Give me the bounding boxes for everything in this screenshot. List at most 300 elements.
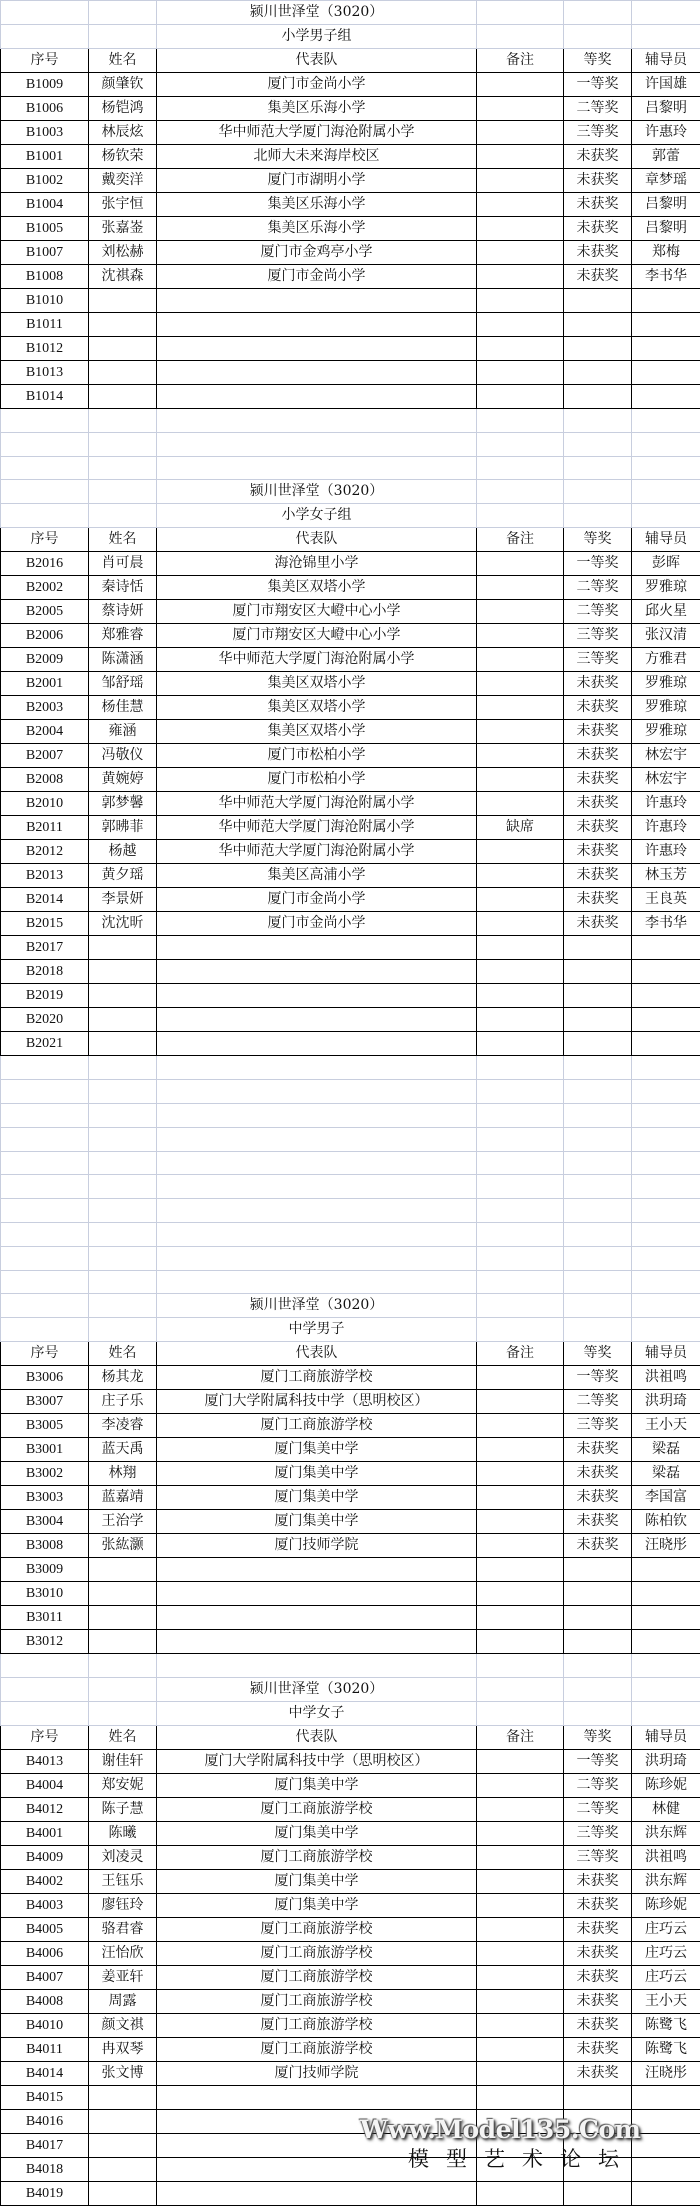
- empty-cell[interactable]: [564, 456, 632, 480]
- cell-id[interactable]: B2007: [1, 744, 89, 768]
- empty-cell[interactable]: [157, 1080, 477, 1104]
- cell-id[interactable]: B4004: [1, 1774, 89, 1798]
- cell-name[interactable]: [89, 385, 157, 409]
- cell-award[interactable]: 未获奖: [564, 169, 632, 193]
- empty-cell[interactable]: [157, 1270, 477, 1294]
- empty-cell[interactable]: [564, 1175, 632, 1199]
- cell-coach[interactable]: 许惠玲: [632, 816, 700, 840]
- cell-note[interactable]: [477, 624, 564, 648]
- empty-cell[interactable]: [477, 1318, 564, 1342]
- cell-team[interactable]: 集美区双塔小学: [157, 720, 477, 744]
- empty-cell[interactable]: [1, 456, 89, 480]
- cell-team[interactable]: [157, 361, 477, 385]
- cell-note[interactable]: [477, 768, 564, 792]
- cell-coach[interactable]: 林玉芳: [632, 864, 700, 888]
- cell-note[interactable]: [477, 936, 564, 960]
- cell-coach[interactable]: [632, 385, 700, 409]
- cell-award[interactable]: 未获奖: [564, 241, 632, 265]
- empty-cell[interactable]: [89, 480, 157, 504]
- empty-cell[interactable]: [89, 432, 157, 456]
- cell-award[interactable]: 未获奖: [564, 265, 632, 289]
- cell-coach[interactable]: 陈珍妮: [632, 1774, 700, 1798]
- cell-award[interactable]: 一等奖: [564, 1750, 632, 1774]
- cell-name[interactable]: 邹舒瑶: [89, 672, 157, 696]
- empty-cell[interactable]: [564, 1103, 632, 1127]
- cell-note[interactable]: [477, 385, 564, 409]
- cell-team[interactable]: 集美区高浦小学: [157, 864, 477, 888]
- column-header-coach[interactable]: 辅导员: [632, 1342, 700, 1366]
- cell-team[interactable]: 华中师范大学厦门海沧附属小学: [157, 840, 477, 864]
- empty-cell[interactable]: [477, 25, 564, 49]
- empty-cell[interactable]: [477, 1103, 564, 1127]
- cell-award[interactable]: 未获奖: [564, 672, 632, 696]
- cell-id[interactable]: B4007: [1, 1966, 89, 1990]
- empty-cell[interactable]: [157, 1127, 477, 1151]
- empty-cell[interactable]: [89, 456, 157, 480]
- cell-note[interactable]: [477, 1630, 564, 1654]
- empty-cell[interactable]: [564, 1294, 632, 1318]
- empty-cell[interactable]: [564, 1678, 632, 1702]
- cell-team[interactable]: 厦门工商旅游学校: [157, 1846, 477, 1870]
- cell-note[interactable]: [477, 1942, 564, 1966]
- cell-id[interactable]: B2021: [1, 1032, 89, 1056]
- cell-coach[interactable]: 王小天: [632, 1990, 700, 2014]
- cell-name[interactable]: [89, 1630, 157, 1654]
- cell-team[interactable]: 厦门市金尚小学: [157, 912, 477, 936]
- cell-award[interactable]: 三等奖: [564, 648, 632, 672]
- cell-award[interactable]: [564, 1558, 632, 1582]
- cell-id[interactable]: B4001: [1, 1822, 89, 1846]
- cell-name[interactable]: 王钰乐: [89, 1870, 157, 1894]
- cell-team[interactable]: 厦门市金尚小学: [157, 73, 477, 97]
- empty-cell[interactable]: [632, 1175, 700, 1199]
- cell-award[interactable]: 未获奖: [564, 744, 632, 768]
- cell-team[interactable]: 厦门市金尚小学: [157, 888, 477, 912]
- empty-cell[interactable]: [477, 1080, 564, 1104]
- column-header-note[interactable]: 备注: [477, 1342, 564, 1366]
- cell-award[interactable]: [564, 385, 632, 409]
- empty-cell[interactable]: [89, 1270, 157, 1294]
- cell-team[interactable]: [157, 960, 477, 984]
- cell-id[interactable]: B2004: [1, 720, 89, 744]
- cell-coach[interactable]: [632, 1582, 700, 1606]
- cell-id[interactable]: B3002: [1, 1462, 89, 1486]
- empty-cell[interactable]: [1, 1222, 89, 1246]
- cell-note[interactable]: [477, 912, 564, 936]
- cell-id[interactable]: B2002: [1, 576, 89, 600]
- empty-cell[interactable]: [1, 1270, 89, 1294]
- cell-note[interactable]: [477, 1750, 564, 1774]
- cell-name[interactable]: 颜文祺: [89, 2014, 157, 2038]
- empty-cell[interactable]: [157, 432, 477, 456]
- cell-coach[interactable]: 陈珍妮: [632, 1894, 700, 1918]
- cell-name[interactable]: [89, 313, 157, 337]
- cell-award[interactable]: 未获奖: [564, 1510, 632, 1534]
- cell-award[interactable]: [564, 1582, 632, 1606]
- cell-coach[interactable]: 洪祖鸣: [632, 1846, 700, 1870]
- cell-coach[interactable]: [632, 960, 700, 984]
- cell-name[interactable]: 黄婉婷: [89, 768, 157, 792]
- cell-id[interactable]: B1010: [1, 289, 89, 313]
- cell-name[interactable]: 杨越: [89, 840, 157, 864]
- cell-id[interactable]: B2011: [1, 816, 89, 840]
- empty-cell[interactable]: [89, 409, 157, 433]
- cell-name[interactable]: [89, 2110, 157, 2134]
- cell-team[interactable]: 集美区双塔小学: [157, 576, 477, 600]
- cell-id[interactable]: B4017: [1, 2134, 89, 2158]
- empty-cell[interactable]: [1, 1654, 89, 1678]
- cell-name[interactable]: 周露: [89, 1990, 157, 2014]
- cell-id[interactable]: B1006: [1, 97, 89, 121]
- column-header-name[interactable]: 姓名: [89, 528, 157, 552]
- cell-team[interactable]: 厦门市松柏小学: [157, 744, 477, 768]
- cell-award[interactable]: [564, 289, 632, 313]
- cell-id[interactable]: B1011: [1, 313, 89, 337]
- cell-team[interactable]: 厦门集美中学: [157, 1870, 477, 1894]
- empty-cell[interactable]: [477, 1222, 564, 1246]
- column-header-id[interactable]: 序号: [1, 1342, 89, 1366]
- cell-id[interactable]: B3009: [1, 1558, 89, 1582]
- cell-team[interactable]: [157, 385, 477, 409]
- cell-team[interactable]: [157, 1606, 477, 1630]
- cell-team[interactable]: 厦门市金尚小学: [157, 265, 477, 289]
- cell-name[interactable]: 冉双琴: [89, 2038, 157, 2062]
- cell-name[interactable]: 刘凌灵: [89, 1846, 157, 1870]
- cell-team[interactable]: 厦门工商旅游学校: [157, 1366, 477, 1390]
- column-header-team[interactable]: 代表队: [157, 1726, 477, 1750]
- empty-cell[interactable]: [1, 1702, 89, 1726]
- column-header-team[interactable]: 代表队: [157, 528, 477, 552]
- cell-note[interactable]: [477, 169, 564, 193]
- cell-name[interactable]: 林辰炫: [89, 121, 157, 145]
- cell-id[interactable]: B2015: [1, 912, 89, 936]
- cell-coach[interactable]: 章梦瑶: [632, 169, 700, 193]
- empty-cell[interactable]: [632, 504, 700, 528]
- cell-id[interactable]: B1002: [1, 169, 89, 193]
- cell-note[interactable]: 缺席: [477, 816, 564, 840]
- cell-note[interactable]: [477, 193, 564, 217]
- cell-team[interactable]: 厦门集美中学: [157, 1510, 477, 1534]
- empty-cell[interactable]: [1, 480, 89, 504]
- cell-name[interactable]: 冯敬仪: [89, 744, 157, 768]
- cell-award[interactable]: 未获奖: [564, 1894, 632, 1918]
- empty-cell[interactable]: [477, 432, 564, 456]
- cell-team[interactable]: [157, 2110, 477, 2134]
- cell-award[interactable]: 未获奖: [564, 1462, 632, 1486]
- cell-coach[interactable]: 庄巧云: [632, 1942, 700, 1966]
- cell-team[interactable]: 集美区双塔小学: [157, 672, 477, 696]
- cell-id[interactable]: B2019: [1, 984, 89, 1008]
- cell-award[interactable]: 一等奖: [564, 73, 632, 97]
- column-header-coach[interactable]: 辅导员: [632, 1726, 700, 1750]
- empty-cell[interactable]: [477, 1294, 564, 1318]
- cell-coach[interactable]: 庄巧云: [632, 1918, 700, 1942]
- empty-cell[interactable]: [564, 1702, 632, 1726]
- cell-id[interactable]: B2020: [1, 1008, 89, 1032]
- cell-team[interactable]: 集美区乐海小学: [157, 97, 477, 121]
- cell-team[interactable]: 厦门大学附属科技中学（思明校区）: [157, 1390, 477, 1414]
- cell-name[interactable]: 陈潇涵: [89, 648, 157, 672]
- cell-id[interactable]: B2010: [1, 792, 89, 816]
- cell-note[interactable]: [477, 313, 564, 337]
- empty-cell[interactable]: [477, 1127, 564, 1151]
- cell-id[interactable]: B2017: [1, 936, 89, 960]
- empty-cell[interactable]: [1, 1103, 89, 1127]
- empty-cell[interactable]: [89, 25, 157, 49]
- cell-name[interactable]: 庄子乐: [89, 1390, 157, 1414]
- empty-cell[interactable]: [564, 504, 632, 528]
- empty-cell[interactable]: [1, 1318, 89, 1342]
- cell-award[interactable]: 未获奖: [564, 720, 632, 744]
- cell-note[interactable]: [477, 1798, 564, 1822]
- cell-team[interactable]: 厦门集美中学: [157, 1486, 477, 1510]
- cell-note[interactable]: [477, 2158, 564, 2182]
- cell-award[interactable]: 未获奖: [564, 816, 632, 840]
- cell-id[interactable]: B4006: [1, 1942, 89, 1966]
- cell-award[interactable]: [564, 1606, 632, 1630]
- cell-name[interactable]: [89, 1582, 157, 1606]
- cell-id[interactable]: B4014: [1, 2062, 89, 2086]
- cell-award[interactable]: 未获奖: [564, 2014, 632, 2038]
- cell-team[interactable]: 厦门工商旅游学校: [157, 1414, 477, 1438]
- column-header-coach[interactable]: 辅导员: [632, 49, 700, 73]
- empty-cell[interactable]: [632, 1151, 700, 1175]
- empty-cell[interactable]: [477, 1246, 564, 1270]
- cell-coach[interactable]: [632, 2134, 700, 2158]
- cell-id[interactable]: B4003: [1, 1894, 89, 1918]
- cell-note[interactable]: [477, 1606, 564, 1630]
- cell-id[interactable]: B4009: [1, 1846, 89, 1870]
- empty-cell[interactable]: [632, 409, 700, 433]
- column-header-note[interactable]: 备注: [477, 1726, 564, 1750]
- cell-name[interactable]: 杨佳慧: [89, 696, 157, 720]
- cell-id[interactable]: B3006: [1, 1366, 89, 1390]
- empty-cell[interactable]: [477, 1199, 564, 1223]
- cell-note[interactable]: [477, 1870, 564, 1894]
- cell-coach[interactable]: 陈柏钦: [632, 1510, 700, 1534]
- cell-id[interactable]: B3001: [1, 1438, 89, 1462]
- cell-award[interactable]: [564, 1032, 632, 1056]
- cell-name[interactable]: 蓝嘉靖: [89, 1486, 157, 1510]
- cell-id[interactable]: B2013: [1, 864, 89, 888]
- cell-award[interactable]: 未获奖: [564, 2062, 632, 2086]
- cell-coach[interactable]: 罗雅琼: [632, 696, 700, 720]
- cell-team[interactable]: 厦门集美中学: [157, 1894, 477, 1918]
- cell-name[interactable]: 骆君睿: [89, 1918, 157, 1942]
- cell-id[interactable]: B3003: [1, 1486, 89, 1510]
- cell-name[interactable]: 郭昲菲: [89, 816, 157, 840]
- cell-name[interactable]: [89, 1606, 157, 1630]
- empty-cell[interactable]: [1, 1127, 89, 1151]
- cell-note[interactable]: [477, 1390, 564, 1414]
- cell-name[interactable]: 刘松赫: [89, 241, 157, 265]
- cell-coach[interactable]: [632, 1032, 700, 1056]
- cell-coach[interactable]: 许国雄: [632, 73, 700, 97]
- cell-award[interactable]: 二等奖: [564, 1774, 632, 1798]
- column-header-name[interactable]: 姓名: [89, 1726, 157, 1750]
- cell-team[interactable]: 厦门工商旅游学校: [157, 1942, 477, 1966]
- empty-cell[interactable]: [157, 1246, 477, 1270]
- cell-coach[interactable]: 吕黎明: [632, 217, 700, 241]
- cell-award[interactable]: 未获奖: [564, 888, 632, 912]
- empty-cell[interactable]: [1, 1246, 89, 1270]
- column-header-award[interactable]: 等奖: [564, 1726, 632, 1750]
- cell-id[interactable]: B1003: [1, 121, 89, 145]
- cell-team[interactable]: 厦门市翔安区大嶝中心小学: [157, 600, 477, 624]
- cell-coach[interactable]: 吕黎明: [632, 193, 700, 217]
- cell-note[interactable]: [477, 2086, 564, 2110]
- cell-award[interactable]: [564, 2134, 632, 2158]
- cell-id[interactable]: B4005: [1, 1918, 89, 1942]
- column-header-award[interactable]: 等奖: [564, 49, 632, 73]
- cell-coach[interactable]: 张汉清: [632, 624, 700, 648]
- cell-coach[interactable]: 陈鹭飞: [632, 2014, 700, 2038]
- cell-award[interactable]: 未获奖: [564, 768, 632, 792]
- cell-team[interactable]: 集美区乐海小学: [157, 193, 477, 217]
- cell-note[interactable]: [477, 2134, 564, 2158]
- cell-note[interactable]: [477, 361, 564, 385]
- cell-name[interactable]: 郑安妮: [89, 1774, 157, 1798]
- cell-team[interactable]: [157, 2158, 477, 2182]
- cell-name[interactable]: 谢佳轩: [89, 1750, 157, 1774]
- cell-team[interactable]: [157, 1008, 477, 1032]
- cell-name[interactable]: 廖钰玲: [89, 1894, 157, 1918]
- empty-cell[interactable]: [632, 1222, 700, 1246]
- cell-award[interactable]: [564, 936, 632, 960]
- cell-award[interactable]: 二等奖: [564, 97, 632, 121]
- cell-coach[interactable]: 庄巧云: [632, 1966, 700, 1990]
- cell-name[interactable]: [89, 337, 157, 361]
- cell-id[interactable]: B2012: [1, 840, 89, 864]
- cell-id[interactable]: B1009: [1, 73, 89, 97]
- cell-coach[interactable]: [632, 337, 700, 361]
- cell-team[interactable]: [157, 1558, 477, 1582]
- cell-note[interactable]: [477, 1918, 564, 1942]
- empty-cell[interactable]: [632, 1294, 700, 1318]
- cell-name[interactable]: 林翔: [89, 1462, 157, 1486]
- cell-id[interactable]: B3011: [1, 1606, 89, 1630]
- empty-cell[interactable]: [89, 1222, 157, 1246]
- empty-cell[interactable]: [477, 1, 564, 25]
- cell-name[interactable]: 陈曦: [89, 1822, 157, 1846]
- cell-name[interactable]: 杨铠鸿: [89, 97, 157, 121]
- cell-note[interactable]: [477, 97, 564, 121]
- cell-id[interactable]: B4015: [1, 2086, 89, 2110]
- empty-cell[interactable]: [89, 1175, 157, 1199]
- cell-note[interactable]: [477, 1462, 564, 1486]
- cell-name[interactable]: 沈沈昕: [89, 912, 157, 936]
- cell-team[interactable]: [157, 2134, 477, 2158]
- cell-team[interactable]: 厦门集美中学: [157, 1438, 477, 1462]
- cell-name[interactable]: [89, 984, 157, 1008]
- cell-award[interactable]: 三等奖: [564, 624, 632, 648]
- empty-cell[interactable]: [157, 1175, 477, 1199]
- cell-team[interactable]: 厦门工商旅游学校: [157, 1918, 477, 1942]
- cell-note[interactable]: [477, 696, 564, 720]
- cell-coach[interactable]: 洪祖鸣: [632, 1366, 700, 1390]
- cell-award[interactable]: 二等奖: [564, 576, 632, 600]
- empty-cell[interactable]: [477, 1678, 564, 1702]
- cell-name[interactable]: 黄夕瑶: [89, 864, 157, 888]
- cell-coach[interactable]: [632, 2158, 700, 2182]
- column-header-note[interactable]: 备注: [477, 49, 564, 73]
- cell-id[interactable]: B3012: [1, 1630, 89, 1654]
- cell-coach[interactable]: 陈鹭飞: [632, 2038, 700, 2062]
- empty-cell[interactable]: [157, 1199, 477, 1223]
- column-header-coach[interactable]: 辅导员: [632, 528, 700, 552]
- empty-cell[interactable]: [1, 1175, 89, 1199]
- cell-coach[interactable]: 吕黎明: [632, 97, 700, 121]
- cell-note[interactable]: [477, 744, 564, 768]
- cell-coach[interactable]: 方雅君: [632, 648, 700, 672]
- cell-note[interactable]: [477, 1438, 564, 1462]
- cell-team[interactable]: 厦门技师学院: [157, 1534, 477, 1558]
- cell-id[interactable]: B1012: [1, 337, 89, 361]
- cell-award[interactable]: [564, 960, 632, 984]
- empty-cell[interactable]: [1, 1294, 89, 1318]
- cell-note[interactable]: [477, 265, 564, 289]
- empty-cell[interactable]: [564, 25, 632, 49]
- cell-team[interactable]: [157, 1582, 477, 1606]
- cell-award[interactable]: [564, 2086, 632, 2110]
- empty-cell[interactable]: [564, 1199, 632, 1223]
- cell-name[interactable]: 陈子慧: [89, 1798, 157, 1822]
- cell-coach[interactable]: [632, 361, 700, 385]
- cell-team[interactable]: 厦门集美中学: [157, 1462, 477, 1486]
- cell-coach[interactable]: 林宏宇: [632, 768, 700, 792]
- cell-award[interactable]: 三等奖: [564, 1846, 632, 1870]
- empty-cell[interactable]: [477, 1702, 564, 1726]
- empty-cell[interactable]: [477, 1175, 564, 1199]
- empty-cell[interactable]: [477, 409, 564, 433]
- cell-id[interactable]: B4012: [1, 1798, 89, 1822]
- empty-cell[interactable]: [89, 504, 157, 528]
- empty-cell[interactable]: [632, 1103, 700, 1127]
- cell-note[interactable]: [477, 289, 564, 313]
- empty-cell[interactable]: [89, 1678, 157, 1702]
- cell-coach[interactable]: 许惠玲: [632, 121, 700, 145]
- cell-coach[interactable]: 李国富: [632, 1486, 700, 1510]
- cell-award[interactable]: [564, 361, 632, 385]
- cell-award[interactable]: 未获奖: [564, 840, 632, 864]
- cell-name[interactable]: 雍涵: [89, 720, 157, 744]
- cell-name[interactable]: [89, 1558, 157, 1582]
- cell-team[interactable]: 华中师范大学厦门海沧附属小学: [157, 121, 477, 145]
- cell-coach[interactable]: 梁磊: [632, 1438, 700, 1462]
- cell-note[interactable]: [477, 1008, 564, 1032]
- cell-coach[interactable]: 洪东辉: [632, 1870, 700, 1894]
- column-header-note[interactable]: 备注: [477, 528, 564, 552]
- empty-cell[interactable]: [564, 409, 632, 433]
- cell-id[interactable]: B2005: [1, 600, 89, 624]
- cell-award[interactable]: [564, 984, 632, 1008]
- cell-name[interactable]: 杨钦荣: [89, 145, 157, 169]
- empty-cell[interactable]: [89, 1151, 157, 1175]
- cell-award[interactable]: 未获奖: [564, 2038, 632, 2062]
- empty-cell[interactable]: [1, 1, 89, 25]
- cell-note[interactable]: [477, 145, 564, 169]
- empty-cell[interactable]: [89, 1056, 157, 1080]
- cell-coach[interactable]: 罗雅琼: [632, 672, 700, 696]
- cell-coach[interactable]: 许惠玲: [632, 840, 700, 864]
- cell-award[interactable]: 未获奖: [564, 1534, 632, 1558]
- cell-coach[interactable]: [632, 289, 700, 313]
- empty-cell[interactable]: [632, 25, 700, 49]
- empty-cell[interactable]: [564, 1246, 632, 1270]
- cell-name[interactable]: 肖可晨: [89, 552, 157, 576]
- cell-team[interactable]: 海沧锦里小学: [157, 552, 477, 576]
- cell-note[interactable]: [477, 672, 564, 696]
